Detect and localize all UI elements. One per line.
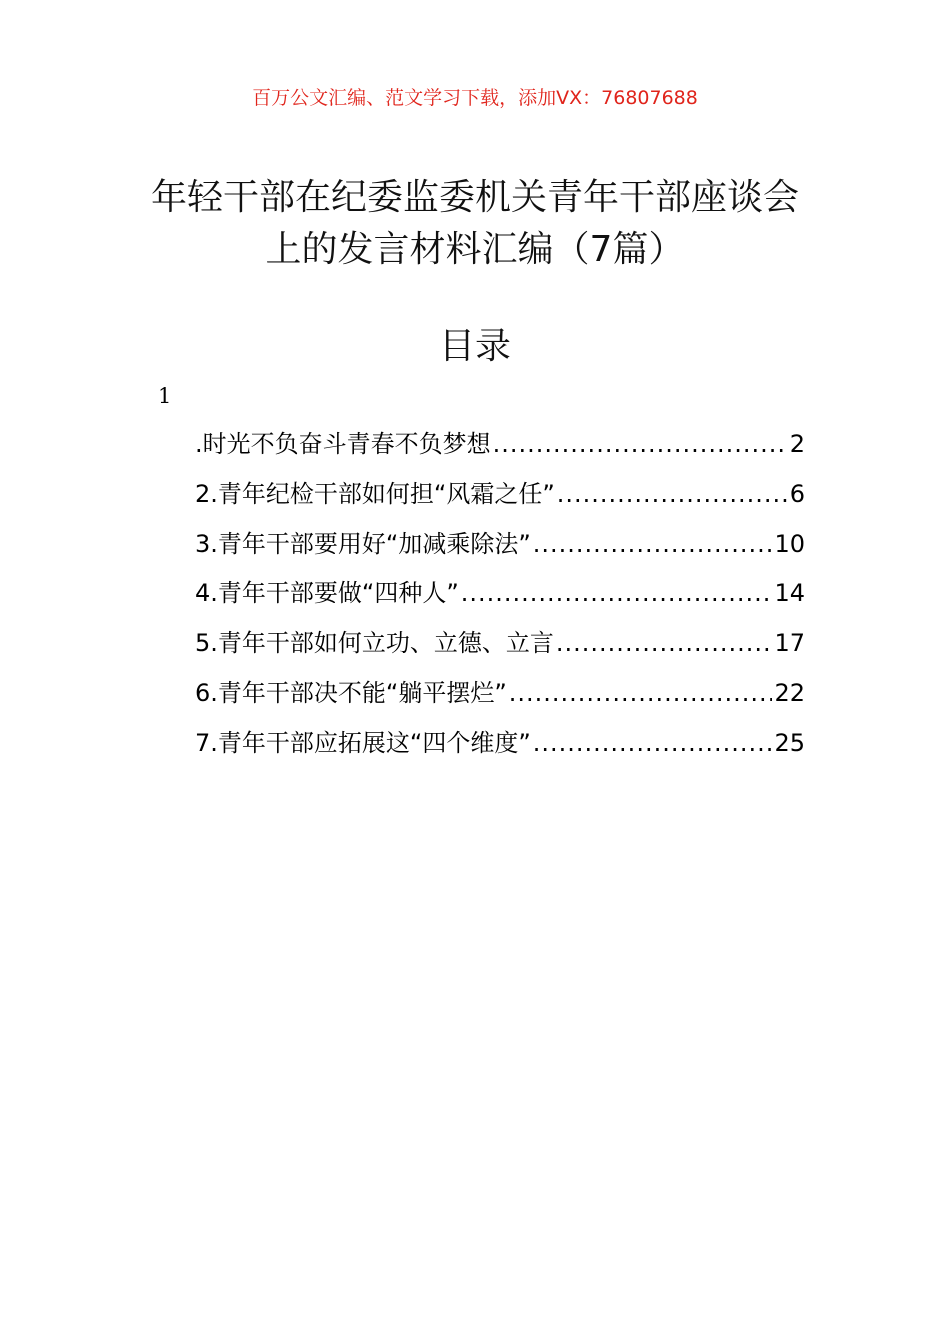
toc-entry-label: 4.青年干部要做“四种人” (195, 579, 459, 608)
header-note: 百万公文汇编、范文学习下载，添加VX：76807688 (252, 87, 698, 109)
toc-entry-label: .时光不负奋斗青春不负梦想 (195, 430, 491, 458)
toc-dot-leader (557, 470, 788, 520)
toc-entry-page: 14 (774, 579, 805, 608)
toc-entry-label: 3.青年干部要用好“加减乘除法” (195, 529, 531, 558)
table-of-contents (195, 420, 805, 769)
stray-number: 1 (158, 384, 172, 408)
toc-entry-5[interactable] (195, 619, 805, 669)
toc-entry-page: 6 (789, 479, 805, 508)
toc-entry-label: 5.青年干部如何立功、立德、立言 (195, 629, 554, 658)
toc-entry-page: 22 (774, 678, 805, 707)
toc-entry-4[interactable] (195, 569, 805, 619)
toc-entry-3[interactable] (195, 520, 805, 570)
toc-dot-leader (493, 420, 788, 470)
toc-entry-page: 10 (774, 529, 805, 558)
toc-entry-label: 7.青年干部应拓展这“四个维度” (195, 728, 531, 757)
toc-entry-7[interactable] (195, 719, 805, 769)
toc-entry-6[interactable] (195, 669, 805, 719)
toc-entry-page: 17 (774, 629, 805, 658)
document-title-line-2: 上的发言材料汇编（7篇） (265, 229, 685, 270)
toc-entry-2[interactable] (195, 470, 805, 520)
toc-dot-leader (533, 719, 773, 769)
toc-entry-label: 6.青年干部决不能“躺平摆烂” (195, 678, 507, 707)
toc-entry-page: 2 (789, 430, 805, 458)
toc-dot-leader (461, 569, 773, 619)
toc-dot-leader (533, 520, 773, 570)
toc-dot-leader (556, 619, 773, 669)
toc-entry-1[interactable] (195, 420, 805, 470)
toc-heading: 目录 (438, 326, 511, 367)
toc-entry-label: 2.青年纪检干部如何担“风霜之任” (195, 479, 555, 508)
document-title (0, 172, 950, 276)
document-title-line-1: 年轻干部在纪委监委机关青年干部座谈会 (150, 177, 799, 218)
toc-dot-leader (509, 669, 773, 719)
toc-entry-page: 25 (774, 728, 805, 757)
